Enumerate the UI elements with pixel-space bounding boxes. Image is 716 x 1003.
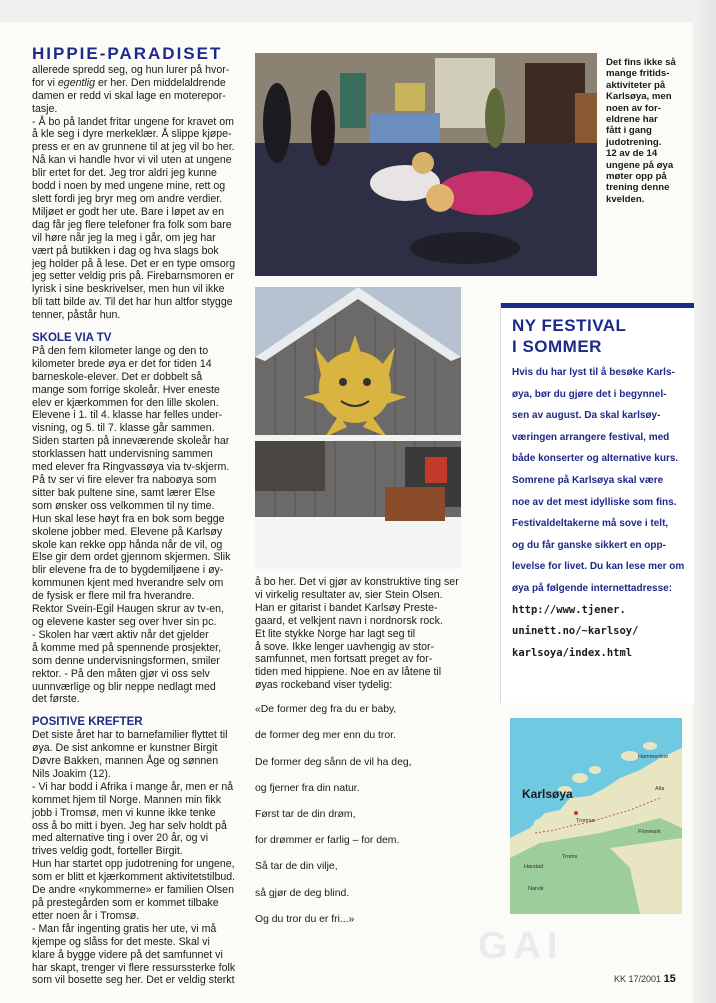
lyric-line: de former deg mer enn du tror. xyxy=(255,730,396,742)
footer-page-number: 15 xyxy=(663,973,676,985)
lyric-line: Først tar de din drøm, xyxy=(255,808,356,820)
lyric-line: og fjerner fra din natur. xyxy=(255,782,360,794)
map-label-alta: Alta xyxy=(655,786,665,792)
map-label-finnmark: Finnmark xyxy=(638,829,661,835)
photo-sun-house xyxy=(255,287,461,569)
lyric-line: så gjør de deg blind. xyxy=(255,887,350,899)
footer-issue: KK 17/2001 xyxy=(614,974,662,984)
map-label-narvik: Narvik xyxy=(528,886,544,892)
house-photo-illustration xyxy=(255,287,461,569)
paragraph-skole: På den fem kilometer lange og den to kilometer brede øya er det for tiden 14 barneskole-elever. Det er dobbelt så mange som forrige skoleår. Hver eneste elev er kjærkommen for den lille skolen. Elevene i 1. til 4. klasse har felles under- visning, og 5. til 7. klasse går sammen. Siden starten på inneværende skoleår har storklassen hatt undervisning sammen med elever fra Ringvassøya via tv-skjerm. På tv ser vi fire elever fra naboøya som sitter bak pultene sine, samt lærer Else som ønsker oss velkommen til ny time. Hun skal lese høyt fra en bok som begge skolene jobber med. Elevene på Karlsøy skole kan rekke opp hånda når de vil, og Else gir dem ordet gjennom skjermen. Slik blir elevene fra de to bygdemiljøene i øy- kommunen kjent med hverandre selv om de fysisk er flere mil fra hverandre. Rektor Svein-Egil Haugen skrur av tv-en, og elevene kaster seg over hver sin pc. - Skolen har vært aktiv når det gjelder å komme med på spennende prosjekter, som denne undervisningsformen, smiler rektor. - På den måten gjør vi oss selv uunnværlige og blir neppe nedlagt med det første. xyxy=(32,344,231,706)
festival-box xyxy=(500,303,694,703)
festival-body: Hvis du har lyst til å besøke Karls- øya, bør du gjøre det i begynnel- sen av august. Da skal karlsøy- væringen arrangere festival, med både konserter og alternative kurs. Somrene på Karlsøya skal være noe av det mest idylliske som fins. Festivaldeltakerne må sove i telt, og du får ganske sikkert en opp- levelse for livet. Du kan lese mer om øya på følgende internettadresse: http://www.tjener. uninett.no/~karlsoy/ karlsoya/index.html xyxy=(512,367,685,659)
judo-photo-illustration xyxy=(255,53,597,276)
map-label-harstad: Harstad xyxy=(524,864,544,870)
page-footer xyxy=(614,973,676,985)
marker-karlsoya xyxy=(574,811,578,815)
festival-title: NY FESTIVAL I SOMMER xyxy=(512,316,627,356)
subheading-skole: SKOLE VIA TV xyxy=(32,332,112,345)
page-edge xyxy=(693,0,716,1003)
lyric-line: «De former deg fra du er baby, xyxy=(255,704,397,716)
map-label-tromso: Tromsø xyxy=(576,818,595,824)
lyric-line: De former deg sånn de vil ha deg, xyxy=(255,756,412,768)
festival-url[interactable]: http://www.tjener. uninett.no/~karlsoy/ karlsoya/index.html xyxy=(512,603,639,659)
article-heading: HIPPIE-PARADISET xyxy=(32,44,223,63)
map-label-hammerfest: Hammerfest xyxy=(638,754,668,760)
festival-box-top-bar xyxy=(501,303,694,308)
subheading-positive: POSITIVE KREFTER xyxy=(32,716,143,729)
paragraph-stein-olsen: å bo her. Det vi gjør av konstruktive ting ser vi virkelig resultater av, sier Stein Olsen. Han er gitarist i bandet Karlsøy Preste- gaard, et velkjent navn i nordnorsk rock. Et lite stykke Norge har lagt seg til å sove. Ikke lenger uavhengig av stor- samfunnet, men fortsatt preget av for- tiden med hippiene. Noe en av låtene til øyas rockeband viser tydelig: xyxy=(255,576,459,692)
lyric-line: Så tar de din vilje, xyxy=(255,861,338,873)
map-label-troms: Troms xyxy=(562,854,578,860)
map-illustration xyxy=(510,718,682,914)
lyric-line: Og du tror du er fri...» xyxy=(255,913,355,925)
intro-paragraph: allerede spredd seg, og hun lurer på hvor- for vi egentlig er her. Den middelaldrende damen er redd vi skal lage en moterepor- tasje. xyxy=(32,63,230,115)
paragraph-quote-1: - Å bo på landet fritar ungene for kravet om å kle seg i dyre merkeklær. Å slippe kjøpe- press er en av grunnene til at jeg vil bo her. Nå kan vi handle hvor vi vil uten at ungene blir ertet for det. Jeg tror aldri jeg kunne bodd i noen by med ungene mine, rett og slett fordi jeg bryr meg om andre verdier. Miljøet er godt her ute. Bare i løpet av en dag får jeg flere telefoner fra folk som bare vil høre når jeg la meg i går, om jeg har vært på butikken i dag og hva slags bok jeg holder på å lese. Det er en type omsorg jeg setter veldig pris på. Firebarnsmoren er lyrisk i sine beskrivelser, men hun vil ikke bli tatt bilde av. Til det har hun altfor stygge tenner, påstår hun. xyxy=(32,115,236,322)
photo-caption: Det fins ikke så mange fritids- aktiviteter på Karlsøya, men noen av for- eldrene har fått i gang judotrening. 12 av de 14 ungene på øya møter opp på trening denne kvelden. xyxy=(606,57,676,205)
top-band xyxy=(0,0,716,22)
watermark-text: GAI xyxy=(478,925,564,967)
middle-column xyxy=(255,576,477,940)
photo-judo-training xyxy=(255,53,597,276)
map-karlsoya xyxy=(510,718,682,914)
left-column xyxy=(32,44,246,987)
paragraph-positive: Det siste året har to barnefamilier flyttet til øya. De sist ankomne er kunstner Birgit Døvre Bakken, mannen Åge og sønnen Nils Joakim (12). - Vi har bodd i Afrika i mange år, men er nå kommet hjem til Norge. Mannen min fikk jobb i Tromsø, men vi kunne ikke tenke oss å bo mitt i byen. Jeg har selv holdt på med alternative ting i over 20 år, og vi trives veldig godt, forteller Birgit. Hun har startet opp judotrening for ungene, som er blitt et kjærkomment aktivitetstilbud. De andre «nykommerne» er familien Olsen på prestegården som er kommet tilbake etter noen år i Tromsø. - Man får ingenting gratis her ute, vi må kjempe og slåss for det meste. Skal vi klare å bygge videre på det samfunnet vi har skapt, trenger vi flere ressurssterke folk som vil bosette seg her. Det er veldig sterkt xyxy=(32,729,236,987)
song-lyrics xyxy=(255,704,477,927)
lyric-line: for drømmer er farlig – for dem. xyxy=(255,835,400,847)
map-label-karlsoya: Karlsøya xyxy=(522,787,573,801)
